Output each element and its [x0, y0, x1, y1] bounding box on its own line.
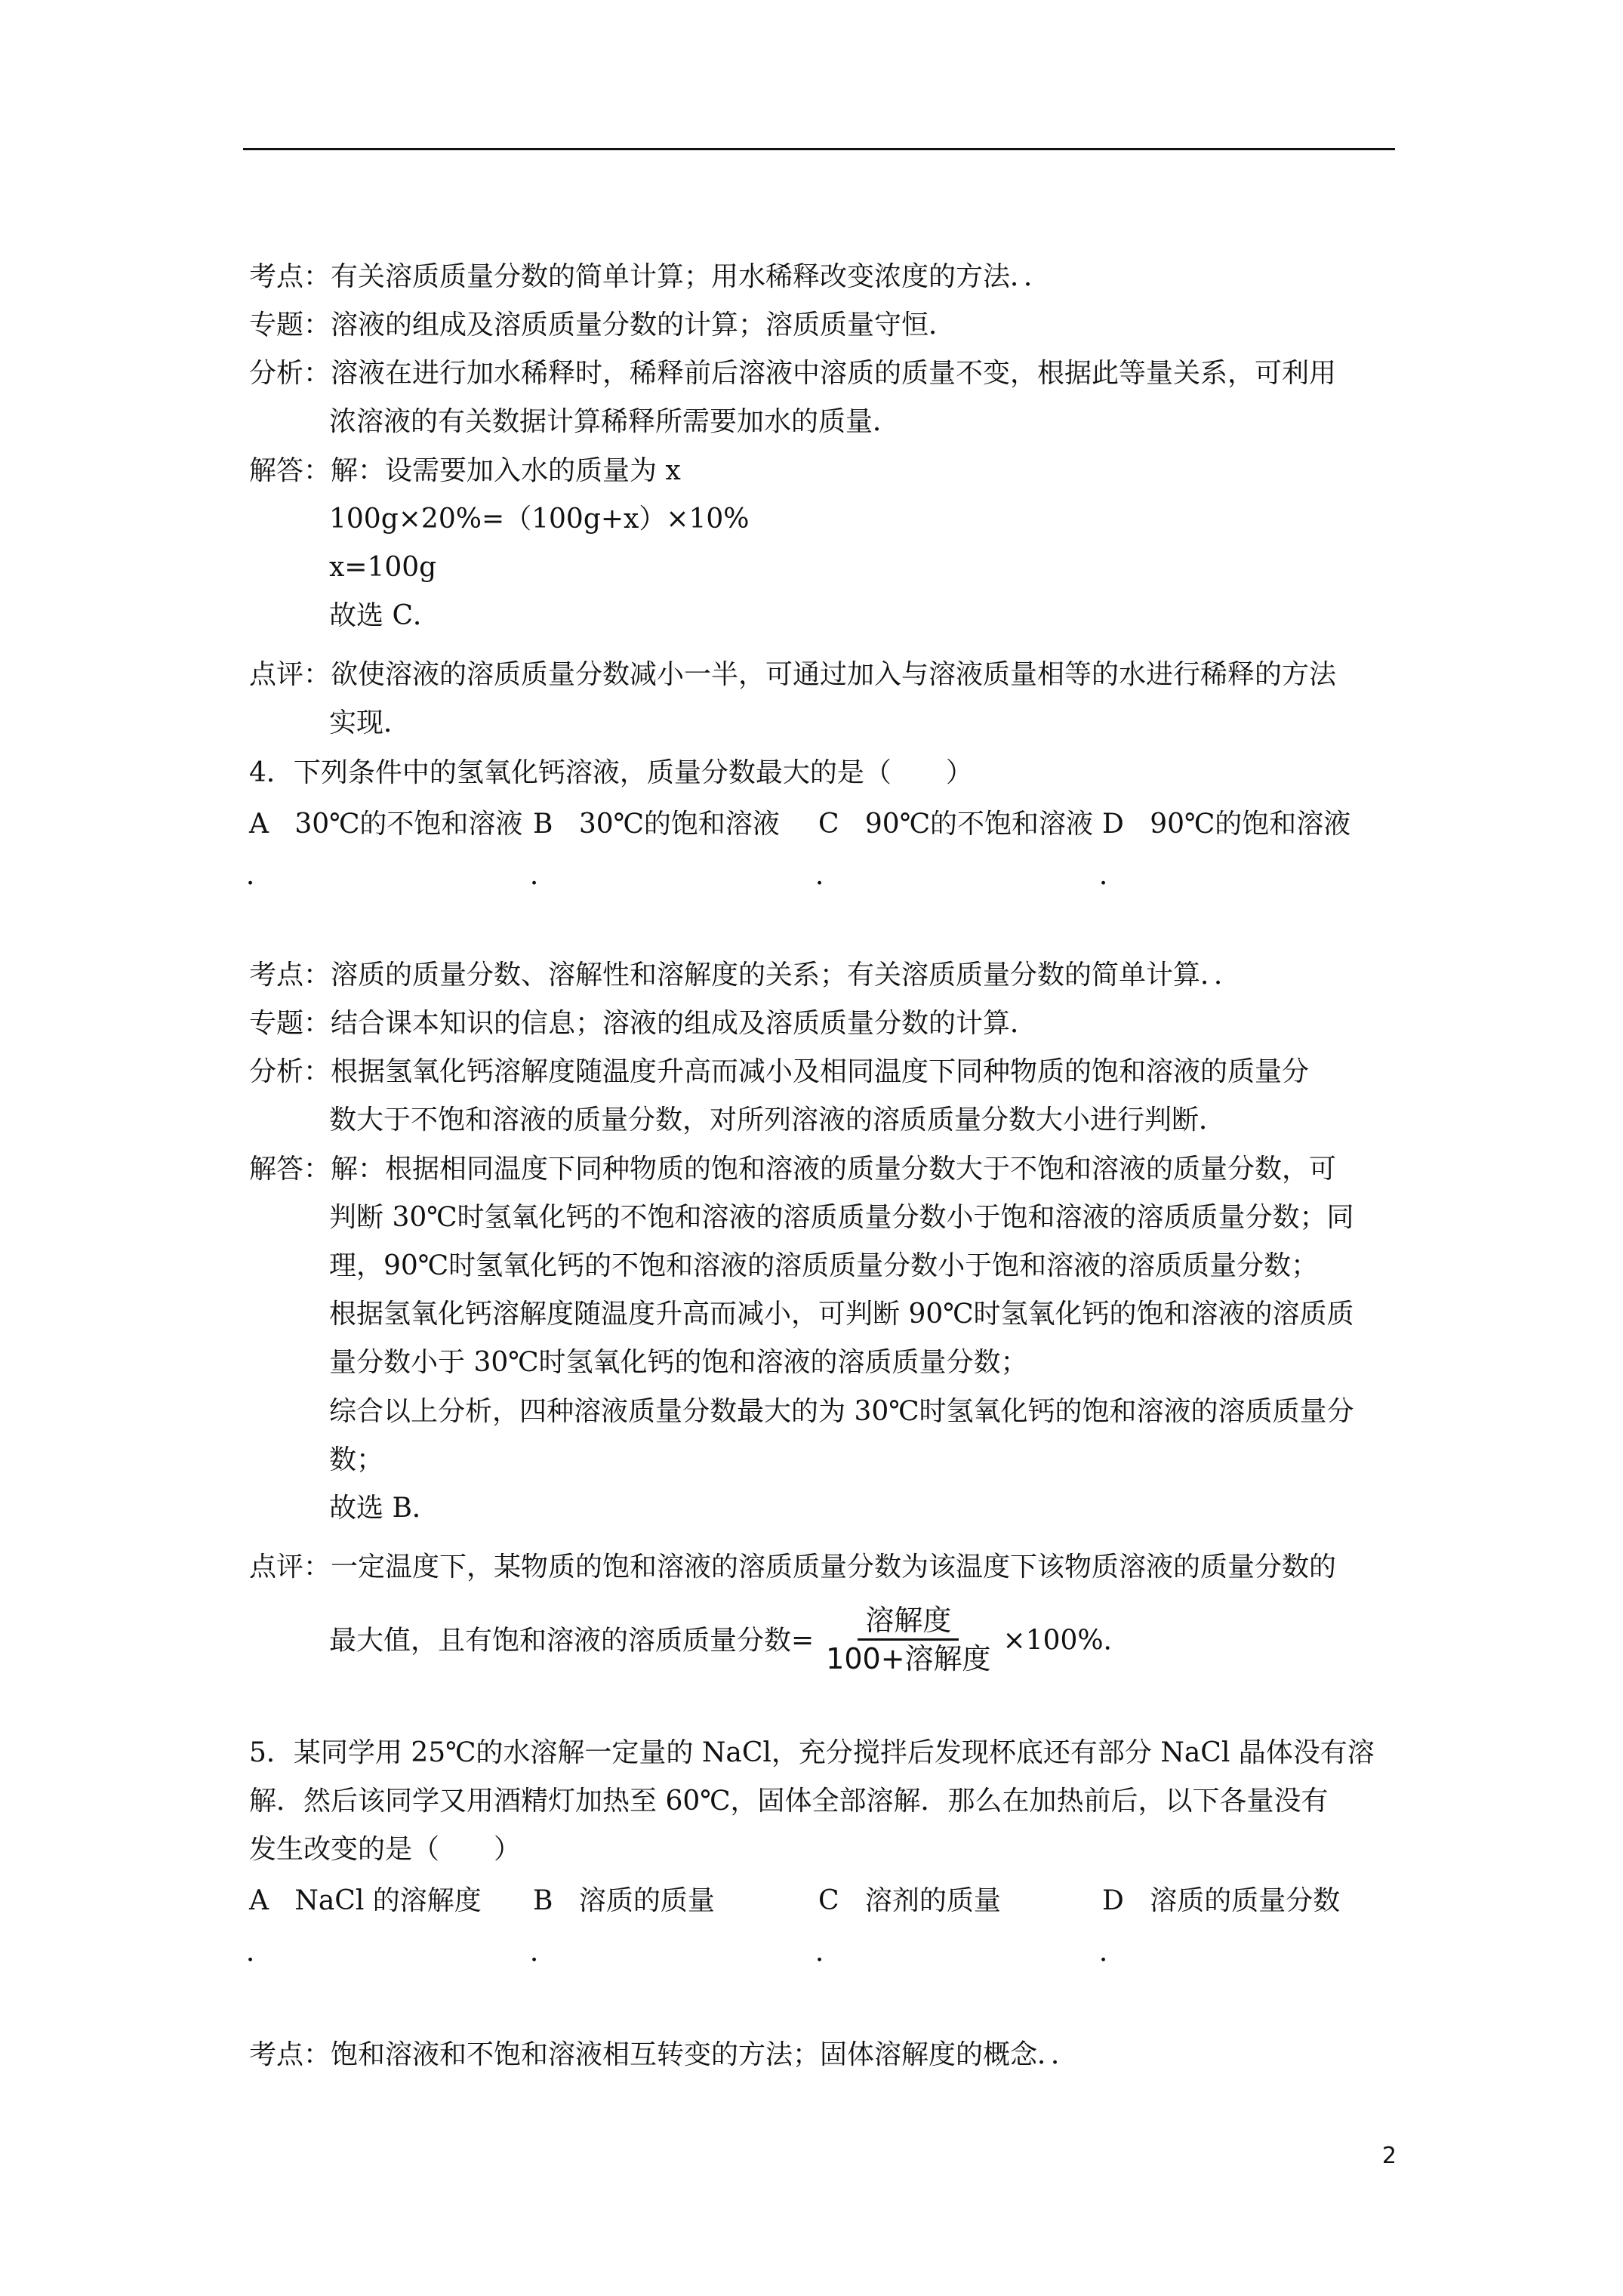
q4-option-a-dot: ．: [246, 860, 274, 891]
q5-stem-line2: 解．然后该同学又用酒精灯加热至 60℃，固体全部溶解．那么在加热前后，以下各量没有: [249, 1786, 1329, 1817]
q3-jieda-equation: 100g×20%=（100g+x）×10%: [329, 504, 750, 535]
q5-stem-line1: 5．某同学用 25℃的水溶解一定量的 NaCl，充分搅拌后发现杯底还有部分 NaCl 晶体没有溶: [249, 1737, 1375, 1768]
q4-option-b-dot: ．: [530, 860, 558, 891]
q5-option-b-letter: B: [533, 1885, 553, 1916]
q4-stem: 4．下列条件中的氢氧化钙溶液，质量分数最大的是（ ）: [249, 757, 973, 788]
q4-option-d-dot: ．: [1099, 860, 1127, 891]
page-number: 2: [1381, 2143, 1397, 2169]
q5-option-a: [249, 1885, 482, 1918]
q3-jieda-answer: 故选 C．: [329, 600, 440, 631]
q5-stem-line3: 发生改变的是（ ）: [249, 1834, 522, 1865]
q3-fenxi-line2: 浓溶液的有关数据计算稀释所需要加水的质量．: [329, 406, 901, 437]
q5-option-a-letter: A: [249, 1885, 269, 1916]
q5-kaodian: 考点：饱和溶液和不饱和溶液相互转变的方法；固体溶解度的概念．．: [249, 2039, 1079, 2070]
q4-dianping-line1: 点评：一定温度下，某物质的饱和溶液的溶质质量分数为该温度下该物质溶液的质量分数的: [249, 1552, 1337, 1583]
fraction-numerator: 溶解度: [858, 1602, 959, 1641]
q4-jieda-line4: 根据氢氧化钙溶解度随温度升高而减小，可判断 90℃时氢氧化钙的饱和溶液的溶质质: [329, 1299, 1354, 1330]
q5-option-c: [818, 1885, 1001, 1918]
q4-jieda-line7: 数；: [329, 1444, 384, 1475]
q4-option-c-text: 90℃的不饱和溶液: [864, 809, 1093, 840]
q5-option-c-letter: C: [818, 1885, 839, 1916]
q5-option-d-text: 溶质的质量分数: [1150, 1885, 1341, 1916]
q4-option-d-text: 90℃的饱和溶液: [1150, 809, 1351, 840]
q5-option-b-text: 溶质的质量: [578, 1885, 715, 1916]
q5-option-b-dot: ．: [530, 1937, 558, 1968]
solubility-fraction: [818, 1602, 998, 1677]
q4-option-a: [249, 808, 522, 841]
q4-fenxi-line2: 数大于不饱和溶液的质量分数，对所列溶液的溶质质量分数大小进行判断．: [329, 1105, 1227, 1136]
q4-option-c: [818, 808, 1093, 841]
q5-option-c-dot: ．: [815, 1937, 843, 1968]
q3-jieda-result: x=100g: [329, 552, 437, 583]
q4-jieda-line3: 理，90℃时氢氧化钙的不饱和溶液的溶质质量分数小于饱和溶液的溶质质量分数；: [329, 1250, 1319, 1281]
q3-fenxi-line1: 分析：溶液在进行加水稀释时，稀释前后溶液中溶质的质量不变，根据此等量关系，可利用: [249, 358, 1337, 389]
q3-zhuanti: 专题：溶液的组成及溶质质量分数的计算；溶质质量守恒．: [249, 310, 956, 341]
q4-jieda-line5: 量分数小于 30℃时氢氧化钙的饱和溶液的溶质质量分数；: [329, 1347, 1028, 1378]
q5-option-c-text: 溶剂的质量: [864, 1885, 1001, 1916]
q3-kaodian: 考点：有关溶质质量分数的简单计算；用水稀释改变浓度的方法．．: [249, 261, 1052, 292]
q5-option-b: [533, 1885, 715, 1918]
q4-option-a-text: 30℃的不饱和溶液: [294, 809, 523, 840]
q4-option-d-letter: D: [1102, 809, 1124, 840]
q3-jieda-line1: 解答：解：设需要加入水的质量为 x: [249, 455, 681, 486]
q4-option-c-letter: C: [818, 809, 839, 840]
q4-option-b-text: 30℃的饱和溶液: [578, 809, 780, 840]
q4-jieda-line2: 判断 30℃时氢氧化钙的不饱和溶液的溶质质量分数小于饱和溶液的溶质质量分数；同: [329, 1202, 1354, 1233]
q4-dianping-pre: 最大值，且有饱和溶液的溶质质量分数=: [329, 1625, 815, 1657]
q3-dianping-line1: 点评：欲使溶液的溶质质量分数减小一半，可通过加入与溶液质量相等的水进行稀释的方法: [249, 659, 1337, 690]
q4-dianping-line2: [329, 1605, 1131, 1680]
q4-jieda-line1: 解答：解：根据相同温度下同种物质的饱和溶液的质量分数大于不饱和溶液的质量分数，可: [249, 1154, 1337, 1185]
q4-dianping-post: ×100%．: [1002, 1625, 1131, 1657]
q4-option-c-dot: ．: [815, 860, 843, 891]
q4-fenxi-line1: 分析：根据氢氧化钙溶解度随温度升高而减小及相同温度下同种物质的饱和溶液的质量分: [249, 1056, 1310, 1087]
q5-option-d: [1102, 1885, 1340, 1918]
q4-option-d: [1102, 808, 1350, 841]
q4-kaodian: 考点：溶质的质量分数、溶解性和溶解度的关系；有关溶质质量分数的简单计算．．: [249, 960, 1242, 991]
q4-jieda-line6: 综合以上分析，四种溶液质量分数最大的为 30℃时氢氧化钙的饱和溶液的溶质质量分: [329, 1396, 1354, 1427]
q4-option-b-letter: B: [533, 809, 553, 840]
q4-option-b: [533, 808, 780, 841]
q4-jieda-answer: 故选 B．: [329, 1493, 439, 1524]
q5-option-d-letter: D: [1102, 1885, 1124, 1916]
header-rule: [243, 148, 1395, 150]
q4-zhuanti: 专题：结合课本知识的信息；溶液的组成及溶质质量分数的计算．: [249, 1008, 1038, 1039]
fraction-denominator: 100+溶解度: [826, 1642, 991, 1675]
q5-option-a-text: NaCl 的溶解度: [294, 1885, 482, 1916]
q3-dianping-line2: 实现．: [329, 707, 411, 738]
q5-option-a-dot: ．: [246, 1937, 274, 1968]
q4-option-a-letter: A: [249, 809, 269, 840]
q5-option-d-dot: ．: [1099, 1937, 1127, 1968]
